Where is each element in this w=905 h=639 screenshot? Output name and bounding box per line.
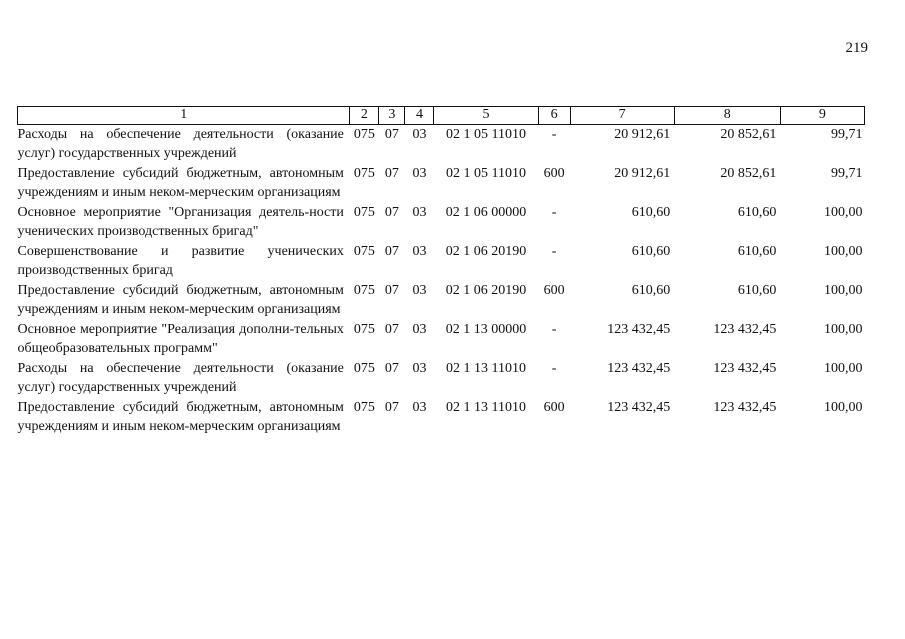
cell-ministry: 075 [353, 127, 375, 142]
cell-expense-type: - [551, 322, 557, 337]
cell-ministry: 075 [353, 244, 375, 259]
row-name: Предоставление субсидий бюджетным, автономным учреждениям и иным неком-мерческим организациям [17, 283, 344, 317]
row-name: Предоставление субсидий бюджетным, автономным учреждениям и иным неком-мерческим организациям [17, 400, 344, 434]
cell-target-article: 02 1 13 11010 [446, 361, 527, 376]
cell-percent: 100,00 [824, 283, 863, 298]
cell-percent: 100,00 [824, 205, 863, 220]
cell-actual: 123 432,45 [713, 322, 777, 337]
table-row [18, 203, 865, 242]
cell-target-article: 02 1 05 11010 [446, 166, 527, 181]
cell-plan: 20 912,61 [614, 127, 671, 142]
row-name: Основное мероприятие "Реализация дополни-тельных общеобразовательных программ" [17, 322, 344, 356]
cell-target-article: 02 1 06 20190 [445, 283, 527, 298]
cell-target-article: 02 1 13 00000 [445, 322, 527, 337]
cell-section: 07 [384, 283, 399, 298]
cell-plan: 123 432,45 [607, 400, 671, 415]
cell-target-article: 02 1 13 11010 [446, 400, 527, 415]
cell-ministry: 075 [353, 166, 375, 181]
cell-percent: 99,71 [831, 127, 863, 142]
row-name: Основное мероприятие "Организация деятель-ности ученических производственных бригад" [17, 205, 344, 239]
cell-expense-type: - [551, 127, 557, 142]
cell-percent: 100,00 [824, 322, 863, 337]
cell-subsection: 03 [412, 322, 427, 337]
cell-expense-type: 600 [543, 166, 565, 181]
table-row [18, 320, 865, 359]
cell-plan: 610,60 [631, 283, 671, 298]
cell-percent: 100,00 [824, 361, 863, 376]
cell-section: 07 [384, 361, 399, 376]
cell-plan: 610,60 [631, 244, 671, 259]
cell-plan: 20 912,61 [614, 166, 671, 181]
page-number: 219 [845, 40, 868, 56]
cell-ministry: 075 [353, 400, 375, 415]
cell-plan: 123 432,45 [607, 322, 671, 337]
cell-actual: 610,60 [737, 283, 777, 298]
header-row [18, 107, 865, 125]
cell-subsection: 03 [412, 166, 427, 181]
cell-ministry: 075 [353, 361, 375, 376]
cell-subsection: 03 [412, 127, 427, 142]
cell-actual: 123 432,45 [713, 361, 777, 376]
column-header: 8 [674, 107, 780, 125]
column-header: 1 [18, 107, 350, 125]
table-row [18, 242, 865, 281]
cell-actual: 20 852,61 [720, 127, 777, 142]
table-row [18, 164, 865, 203]
cell-actual: 20 852,61 [720, 166, 777, 181]
cell-section: 07 [384, 322, 399, 337]
cell-section: 07 [384, 127, 399, 142]
cell-expense-type: 600 [543, 283, 565, 298]
row-name: Расходы на обеспечение деятельности (оказание услуг) государственных учреждений [17, 127, 344, 161]
cell-subsection: 03 [412, 283, 427, 298]
cell-percent: 99,71 [831, 166, 863, 181]
cell-ministry: 075 [353, 322, 375, 337]
row-name: Расходы на обеспечение деятельности (оказание услуг) государственных учреждений [17, 361, 344, 395]
budget-table [17, 106, 865, 437]
cell-target-article: 02 1 05 11010 [446, 127, 527, 142]
column-header: 2 [350, 107, 379, 125]
cell-section: 07 [384, 244, 399, 259]
row-name: Совершенствование и развитие ученических производственных бригад [17, 244, 344, 278]
cell-percent: 100,00 [824, 244, 863, 259]
cell-expense-type: 600 [543, 400, 565, 415]
column-header: 7 [570, 107, 674, 125]
table-row [18, 398, 865, 437]
cell-plan: 610,60 [631, 205, 671, 220]
column-header: 9 [780, 107, 864, 125]
cell-plan: 123 432,45 [607, 361, 671, 376]
table-row [18, 281, 865, 320]
cell-actual: 123 432,45 [713, 400, 777, 415]
cell-ministry: 075 [353, 205, 375, 220]
cell-percent: 100,00 [824, 400, 863, 415]
cell-section: 07 [384, 205, 399, 220]
column-header: 5 [434, 107, 538, 125]
cell-subsection: 03 [412, 361, 427, 376]
cell-section: 07 [384, 166, 399, 181]
cell-expense-type: - [551, 361, 557, 376]
cell-expense-type: - [551, 244, 557, 259]
row-name: Предоставление субсидий бюджетным, автономным учреждениям и иным неком-мерческим организациям [17, 166, 344, 200]
cell-subsection: 03 [412, 244, 427, 259]
cell-section: 07 [384, 400, 399, 415]
cell-target-article: 02 1 06 00000 [445, 205, 527, 220]
column-header: 6 [538, 107, 570, 125]
cell-subsection: 03 [412, 205, 427, 220]
column-header: 3 [379, 107, 405, 125]
cell-target-article: 02 1 06 20190 [445, 244, 527, 259]
column-header: 4 [405, 107, 434, 125]
cell-actual: 610,60 [737, 244, 777, 259]
cell-subsection: 03 [412, 400, 427, 415]
cell-expense-type: - [551, 205, 557, 220]
cell-ministry: 075 [353, 283, 375, 298]
table-row [18, 125, 865, 165]
table-row [18, 359, 865, 398]
cell-actual: 610,60 [737, 205, 777, 220]
